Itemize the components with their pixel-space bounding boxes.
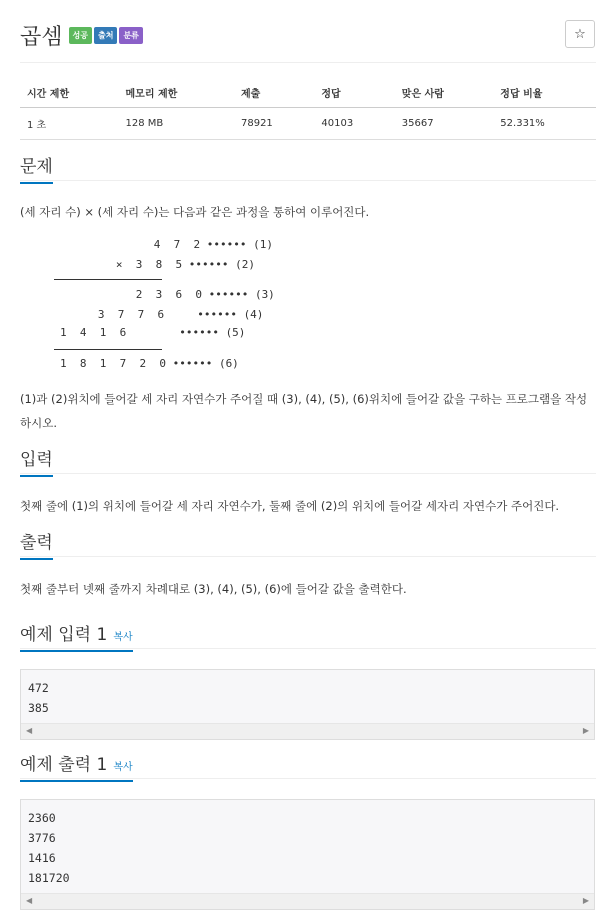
scroll-left-icon[interactable]: ◀	[26, 896, 33, 905]
mult-row-2: × 3 8 5 •••••• (2)	[96, 258, 255, 271]
header-accept-ratio: 정답 비율	[493, 80, 596, 108]
problem-title-row	[20, 18, 145, 52]
problem-heading: 문제	[20, 152, 53, 184]
star-button[interactable]	[565, 20, 595, 48]
output-heading: 출력	[20, 528, 53, 560]
badge-success[interactable]: 성공	[69, 27, 92, 44]
header-accepted: 정답	[314, 80, 394, 108]
section-header	[20, 620, 596, 649]
sample-input-heading	[20, 620, 133, 652]
star-icon: ☆	[574, 26, 586, 42]
badge-source[interactable]: 출처	[94, 27, 117, 44]
divider-line	[54, 349, 162, 350]
copy-button[interactable]: 복사	[113, 762, 133, 773]
horizontal-scrollbar[interactable]	[21, 893, 594, 909]
value-accept-ratio: 52.331%	[493, 108, 596, 140]
output-description: 첫째 줄부터 넷째 줄까지 차례대로 (3), (4), (5), (6)에 들어갈 값을 출력한다.	[20, 582, 407, 596]
input-heading: 입력	[20, 445, 53, 477]
value-accepted[interactable]: 40103	[314, 108, 394, 140]
scroll-left-icon[interactable]: ◀	[26, 726, 33, 735]
problem-description-2: (1)과 (2)위치에 들어갈 세 자리 자연수가 주어질 때 (3), (4), (5), (6)위치에 들어갈 값을 구하는 프로그램을 작성하시오.	[20, 392, 588, 430]
sample-output-heading	[20, 750, 133, 782]
header-solved-users: 맞은 사람	[395, 80, 494, 108]
divider-line	[54, 279, 162, 280]
value-memory-limit: 128 MB	[119, 108, 234, 140]
mult-row-4: 3 7 7 6 •••••• (4)	[78, 308, 264, 321]
table-header-row	[20, 80, 596, 108]
sample-input-code: 472 385	[28, 681, 49, 715]
header-submissions: 제출	[234, 80, 314, 108]
section-header	[20, 528, 596, 557]
scroll-right-icon[interactable]: ▶	[582, 726, 589, 735]
mult-row-6: 1 8 1 7 2 0 •••••• (6)	[60, 357, 239, 370]
sample-output-title: 예제 출력 1	[20, 755, 108, 775]
horizontal-scrollbar[interactable]	[21, 723, 594, 739]
table-row	[20, 108, 596, 140]
header-memory-limit: 메모리 제한	[119, 80, 234, 108]
header-time-limit: 시간 제한	[20, 80, 119, 108]
section-header	[20, 152, 596, 181]
sample-output-code: 2360 3776 1416 181720	[28, 811, 70, 885]
value-time-limit: 1 초	[20, 108, 119, 140]
badge-category[interactable]: 분류	[119, 27, 142, 44]
problem-description: (세 자리 수) × (세 자리 수)는 다음과 같은 과정을 통하여 이루어진다.	[20, 205, 370, 219]
problem-section	[20, 152, 596, 181]
divider	[20, 62, 596, 63]
input-description: 첫째 줄에 (1)의 위치에 들어갈 세 자리 자연수가, 둘째 줄에 (2)의 위치에 들어갈 세자리 자연수가 주어진다.	[20, 499, 560, 513]
section-header	[20, 750, 596, 779]
problem-title: 곱셈	[20, 24, 63, 50]
input-section	[20, 445, 596, 474]
sample-output-box[interactable]	[20, 799, 595, 910]
mult-row-3: 2 3 6 0 •••••• (3)	[96, 288, 275, 301]
sample-output-section	[20, 750, 596, 779]
problem-info-table	[20, 80, 596, 140]
sample-input-title: 예제 입력 1	[20, 625, 108, 645]
section-header	[20, 445, 596, 474]
scroll-right-icon[interactable]: ▶	[582, 896, 589, 905]
mult-row-1: 4 7 2 •••••• (1)	[114, 238, 273, 251]
mult-row-5: 1 4 1 6 •••••• (5)	[60, 326, 246, 339]
value-solved-users[interactable]: 35667	[395, 108, 494, 140]
copy-button[interactable]: 복사	[113, 632, 133, 643]
output-section	[20, 528, 596, 557]
sample-input-section	[20, 620, 596, 649]
sample-input-box[interactable]	[20, 669, 595, 740]
value-submissions[interactable]: 78921	[234, 108, 314, 140]
